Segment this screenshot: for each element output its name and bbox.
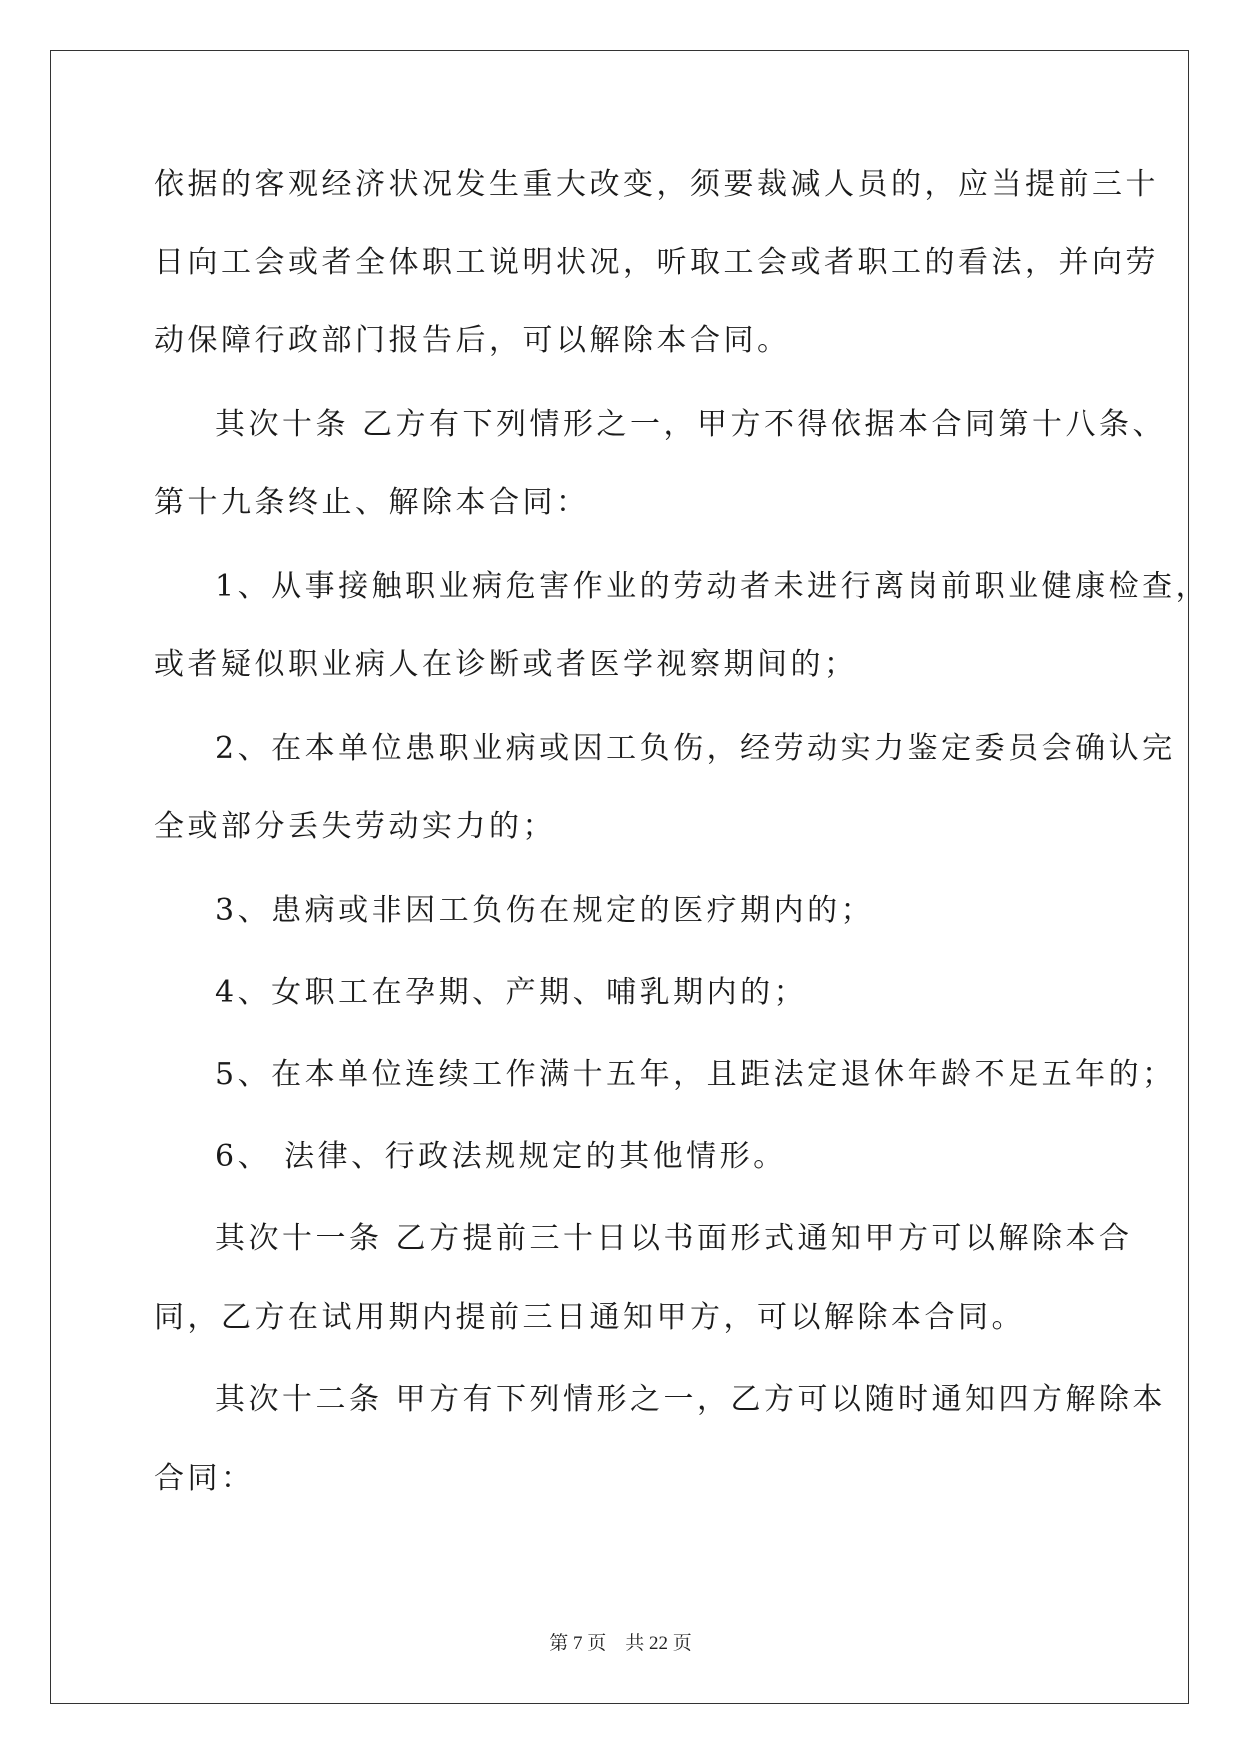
text-line: 动保障行政部门报告后，可以解除本合同。 bbox=[154, 323, 791, 358]
text-line: 5、在本单位连续工作满十五年，且距法定退休年龄不足五年的； bbox=[215, 1057, 1176, 1092]
text-line: 日向工会或者全体职工说明状况，听取工会或者职工的看法，并向劳 bbox=[154, 245, 1159, 280]
text-line: 3、患病或非因工负伤在规定的医疗期内的； bbox=[215, 893, 875, 928]
text-line: 2、在本单位患职业病或因工负伤，经劳动实力鉴定委员会确认完 bbox=[215, 731, 1176, 766]
text-line: 其次十条 乙方有下列情形之一，甲方不得依据本合同第十八条、 bbox=[215, 407, 1167, 442]
text-line: 其次十一条 乙方提前三十日以书面形式通知甲方可以解除本合 bbox=[215, 1221, 1133, 1256]
page-footer bbox=[0, 1628, 1241, 1655]
text-line: 依据的客观经济状况发生重大改变，须要裁减人员的，应当提前三十 bbox=[154, 167, 1159, 202]
text-line: 4、女职工在孕期、产期、哺乳期内的； bbox=[215, 975, 808, 1010]
text-line: 其次十二条 甲方有下列情形之一，乙方可以随时通知四方解除本 bbox=[215, 1382, 1167, 1417]
text-line: 或者疑似职业病人在诊断或者医学视察期间的； bbox=[154, 647, 858, 682]
text-line: 6、 法律、行政法规规定的其他情形。 bbox=[215, 1139, 787, 1174]
text-line: 全或部分丢失劳动实力的； bbox=[154, 809, 556, 844]
page-frame bbox=[50, 50, 1189, 1704]
text-line: 合同： bbox=[154, 1461, 255, 1496]
text-line: 同，乙方在试用期内提前三日通知甲方，可以解除本合同。 bbox=[154, 1300, 1025, 1335]
text-line: 第十九条终止、解除本合同： bbox=[154, 485, 590, 520]
page-number-label: 第 7 页 共 22 页 bbox=[549, 1633, 692, 1654]
text-line: 1、从事接触职业病危害作业的劳动者未进行离岗前职业健康检查， bbox=[215, 569, 1210, 604]
